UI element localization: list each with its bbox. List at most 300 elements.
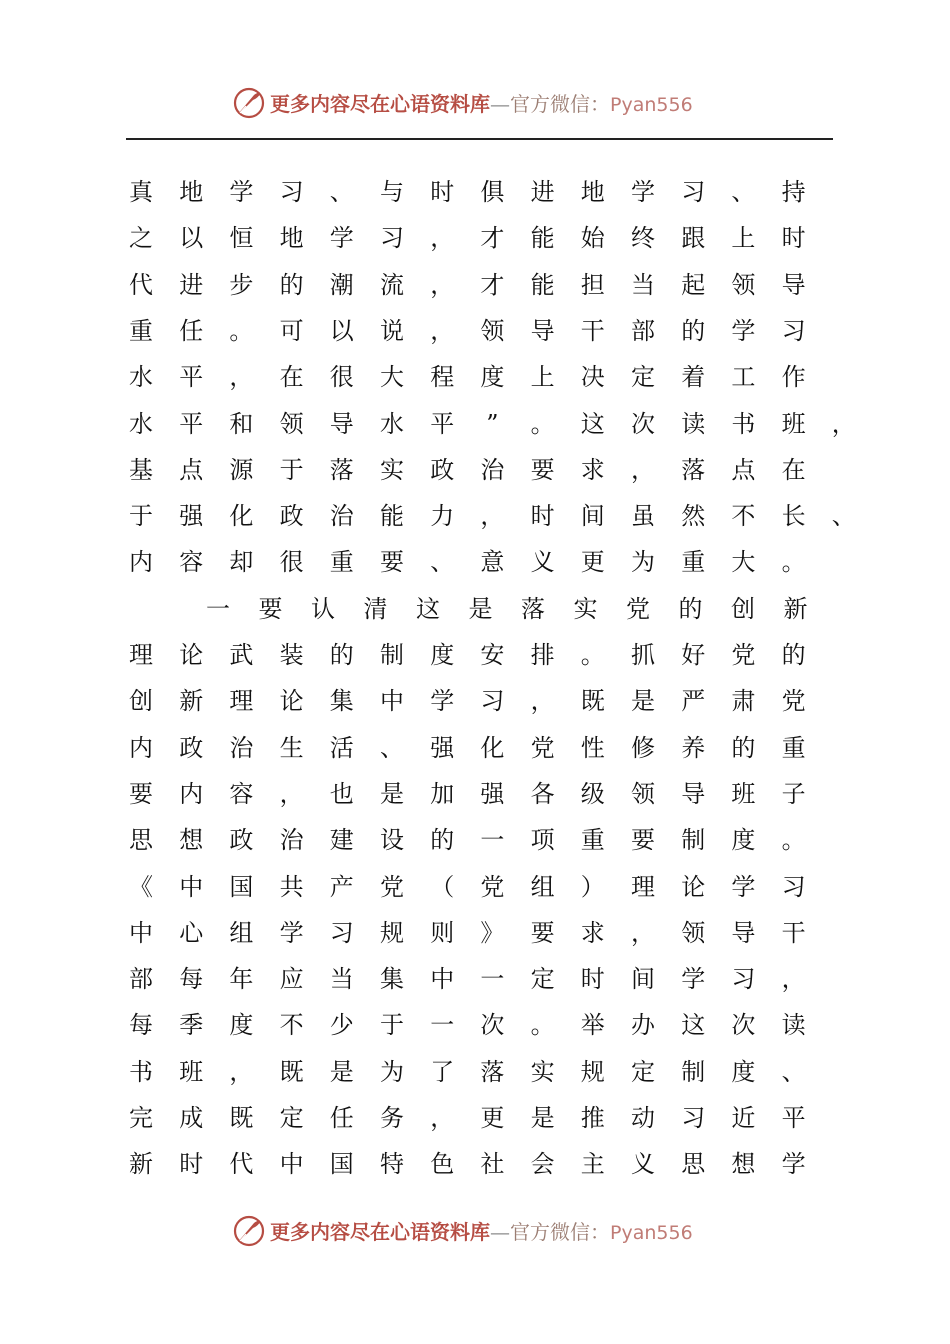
text-char: 的 [430, 826, 455, 855]
text-char: 化 [480, 733, 505, 762]
text-char: 集 [329, 687, 354, 716]
banner-text [270, 92, 693, 117]
text-char: 的 [731, 733, 756, 762]
text-char: 。 [229, 316, 254, 345]
text-char: 少 [329, 1011, 354, 1040]
text-char: 季 [179, 1011, 204, 1040]
text-char: 举 [580, 1011, 605, 1040]
text-char: 领 [681, 918, 706, 947]
text-char: 次 [480, 1011, 505, 1040]
text-char: 实 [530, 1057, 555, 1086]
text-char: 推 [580, 1104, 605, 1132]
text-char: 导 [530, 316, 555, 345]
text-char: 好 [681, 641, 706, 669]
text-char: 既 [279, 1057, 304, 1086]
text-char: 治 [480, 455, 505, 484]
text-char: 落 [521, 594, 545, 623]
text-char: 上 [530, 363, 555, 392]
text-char: ， [229, 363, 254, 392]
text-line [0, 733, 950, 763]
text-char: 是 [380, 779, 404, 808]
text-char: 治 [229, 733, 254, 762]
text-char: 中 [129, 918, 153, 947]
text-char: 和 [229, 409, 254, 438]
text-char: 次 [731, 1011, 756, 1040]
text-char: （ [430, 872, 455, 901]
text-char: 义 [530, 548, 555, 577]
text-char: 次 [631, 409, 655, 438]
text-char: 制 [380, 641, 404, 669]
text-char: 可 [279, 316, 304, 345]
text-char: 要 [258, 594, 283, 623]
text-char: 既 [229, 1104, 254, 1132]
text-char: 重 [329, 548, 354, 577]
text-char: 组 [229, 918, 254, 947]
text-char: 学 [329, 224, 354, 253]
text-char: 定 [530, 965, 555, 994]
text-line [0, 547, 950, 577]
text-char: 创 [129, 687, 153, 716]
text-char: 习 [731, 965, 756, 994]
text-char: 地 [279, 224, 304, 253]
text-char: 集 [380, 965, 404, 994]
text-char: 、 [329, 178, 354, 206]
text-char: 习 [480, 687, 505, 716]
separator-dash: — [490, 92, 510, 116]
text-char: 平 [179, 409, 204, 438]
text-char: 活 [329, 733, 354, 762]
text-char: 领 [279, 409, 304, 438]
text-char: 学 [731, 316, 756, 345]
text-char: 很 [329, 363, 354, 392]
text-char: 论 [279, 687, 304, 716]
text-line [0, 501, 950, 531]
quill-pen-icon [232, 1214, 266, 1248]
text-char: 任 [329, 1104, 354, 1132]
text-char: 工 [731, 363, 756, 392]
text-line [0, 1057, 950, 1087]
text-line [0, 362, 950, 392]
text-char: 长 [781, 502, 806, 531]
quill-pen-icon [232, 86, 266, 120]
text-char: 的 [681, 316, 706, 345]
text-char: 组 [530, 872, 555, 901]
text-char: 性 [580, 733, 605, 762]
text-char: 学 [781, 1150, 806, 1179]
text-char: 创 [731, 594, 755, 623]
text-char: 一 [206, 594, 230, 623]
text-char: 力 [430, 502, 455, 531]
text-char: 导 [781, 270, 806, 299]
text-char: 子 [781, 779, 806, 808]
text-line [0, 918, 950, 948]
text-char: 义 [631, 1150, 655, 1179]
text-char: 俱 [480, 178, 505, 206]
text-char: 理 [631, 872, 655, 901]
text-char: 了 [430, 1057, 455, 1086]
text-char: 思 [129, 826, 153, 855]
text-char: 年 [229, 965, 254, 994]
text-char: 要 [530, 918, 555, 947]
text-char: 特 [380, 1150, 404, 1179]
text-char: 习 [681, 1104, 706, 1132]
text-char: 落 [480, 1057, 505, 1086]
text-char: 书 [129, 1057, 153, 1086]
text-char: ， [430, 316, 455, 345]
text-char: 容 [229, 779, 254, 808]
text-char: 习 [329, 918, 354, 947]
text-char: 、 [430, 548, 455, 577]
text-char: 落 [329, 455, 354, 484]
text-char: 决 [580, 363, 605, 392]
text-char: ， [631, 918, 655, 947]
text-char: 以 [179, 224, 204, 253]
text-char: 认 [311, 594, 335, 623]
text-line [0, 1103, 950, 1133]
text-char: 内 [179, 779, 204, 808]
text-char: 加 [430, 779, 455, 808]
text-char: 的 [329, 641, 354, 669]
text-char: 项 [530, 826, 555, 855]
text-char: 大 [380, 363, 404, 392]
text-char: 真 [129, 178, 153, 206]
text-char: 容 [179, 548, 204, 577]
text-char: 装 [279, 641, 304, 669]
text-char: 建 [329, 826, 354, 855]
text-char: 读 [681, 409, 706, 438]
text-char: ， [430, 270, 455, 299]
text-char: 地 [580, 178, 605, 206]
text-char: 的 [678, 594, 703, 623]
text-char: 化 [229, 502, 254, 531]
text-char: 理 [229, 687, 254, 716]
text-char: 这 [580, 409, 605, 438]
text-char: 能 [530, 224, 555, 253]
text-char: 各 [530, 779, 555, 808]
text-char: 主 [580, 1150, 605, 1179]
text-char: 强 [430, 733, 455, 762]
wechat-label: 官方微信： [510, 92, 610, 116]
text-char: 点 [731, 455, 756, 484]
text-char: 一 [480, 826, 505, 855]
text-char: 不 [731, 502, 756, 531]
text-char: 政 [279, 502, 304, 531]
text-char: 抓 [631, 641, 655, 669]
text-line [0, 594, 950, 624]
text-char: 学 [229, 178, 254, 206]
text-char: 班 [731, 779, 756, 808]
text-char: 导 [329, 409, 354, 438]
text-line [0, 177, 950, 207]
text-char: ” [486, 409, 499, 438]
text-char: 重 [580, 826, 605, 855]
text-char: 养 [681, 733, 706, 762]
text-char: 度 [480, 363, 505, 392]
text-char: 的 [279, 270, 304, 299]
text-char: 在 [279, 363, 304, 392]
text-char: 很 [279, 548, 304, 577]
text-char: 新 [783, 594, 808, 623]
text-char: ， [831, 409, 856, 438]
text-char: 《 [129, 872, 153, 901]
text-char: 完 [129, 1104, 153, 1132]
text-char: 论 [681, 872, 706, 901]
text-char: 一 [480, 965, 505, 994]
text-char: 习 [279, 178, 304, 206]
text-char: 的 [781, 641, 806, 669]
text-char: 习 [781, 872, 806, 901]
text-char: 。 [530, 409, 555, 438]
text-char: 产 [329, 872, 354, 901]
text-char: 也 [329, 779, 354, 808]
text-char: 书 [731, 409, 756, 438]
text-char: 上 [731, 224, 756, 253]
text-char: 领 [731, 270, 756, 299]
text-char: 时 [179, 1150, 204, 1179]
text-char: 代 [229, 1150, 254, 1179]
text-char: 治 [279, 826, 304, 855]
text-char: 于 [279, 455, 304, 484]
text-char: 虽 [631, 502, 655, 531]
text-char: 一 [430, 1011, 455, 1040]
text-char: 学 [430, 687, 455, 716]
text-char: 生 [279, 733, 304, 762]
text-char: 要 [631, 826, 655, 855]
text-char: 每 [179, 965, 204, 994]
text-char: 。 [530, 1011, 555, 1040]
text-char: 中 [279, 1150, 304, 1179]
text-char: 更 [580, 548, 605, 577]
text-char: 大 [731, 548, 756, 577]
text-char: 中 [430, 965, 455, 994]
text-char: 这 [681, 1011, 706, 1040]
text-char: 办 [631, 1011, 655, 1040]
text-char: 动 [631, 1104, 655, 1132]
text-char: 说 [380, 316, 404, 345]
text-char: 想 [179, 826, 204, 855]
text-char: 能 [530, 270, 555, 299]
text-char: 然 [681, 502, 706, 531]
text-char: 当 [631, 270, 655, 299]
text-char: 间 [580, 502, 605, 531]
text-char: 于 [129, 502, 153, 531]
text-line [0, 872, 950, 902]
text-line [0, 223, 950, 253]
text-char: 之 [129, 224, 153, 253]
text-char: 导 [731, 918, 756, 947]
text-char: 。 [781, 826, 806, 855]
text-char: 定 [631, 1057, 655, 1086]
text-char: 》 [480, 918, 505, 947]
text-char: 严 [681, 687, 706, 716]
text-char: 领 [631, 779, 655, 808]
separator-dash: — [490, 1220, 510, 1244]
text-char: 、 [731, 178, 756, 206]
text-char: 共 [279, 872, 304, 901]
text-char: ， [430, 1104, 455, 1132]
text-char: 班 [179, 1057, 204, 1086]
text-char: 会 [530, 1150, 555, 1179]
text-char: 这 [416, 594, 440, 623]
text-char: 部 [129, 965, 153, 994]
text-char: 肃 [731, 687, 756, 716]
text-char: 是 [530, 1104, 555, 1132]
text-line [0, 964, 950, 994]
text-char: 武 [229, 641, 254, 669]
banner-text [270, 1220, 693, 1245]
text-char: 干 [580, 316, 605, 345]
text-char: 实 [380, 455, 404, 484]
text-char: 国 [229, 872, 254, 901]
text-char: 安 [480, 641, 505, 669]
text-char: ， [229, 1057, 254, 1086]
text-line [0, 779, 950, 809]
text-char: 实 [573, 594, 598, 623]
text-char: 、 [380, 733, 404, 762]
brand-text: 更多内容尽在心语资料库 [270, 92, 490, 116]
text-char: 才 [480, 224, 505, 253]
text-char: 党 [380, 872, 404, 901]
text-char: 才 [480, 270, 505, 299]
text-char: 度 [229, 1011, 254, 1040]
text-char: 水 [380, 409, 404, 438]
text-line [0, 316, 950, 346]
text-char: 务 [380, 1104, 404, 1132]
wechat-label: 官方微信： [510, 1220, 610, 1244]
text-char: 流 [380, 270, 404, 299]
text-char: 政 [229, 826, 254, 855]
text-char: 论 [179, 641, 204, 669]
text-char: 新 [129, 1150, 153, 1179]
text-char: 。 [580, 641, 605, 669]
text-char: ， [430, 224, 455, 253]
text-char: 当 [329, 965, 354, 994]
text-char: 度 [731, 826, 756, 855]
text-char: 定 [631, 363, 655, 392]
text-char: 代 [129, 270, 153, 299]
text-char: 平 [781, 1104, 806, 1132]
text-line [0, 1149, 950, 1179]
text-char: 能 [380, 502, 404, 531]
text-char: 任 [179, 316, 204, 345]
text-char: 干 [781, 918, 806, 947]
text-char: 理 [129, 641, 153, 669]
text-char: 求 [580, 455, 605, 484]
text-char: 重 [129, 316, 153, 345]
text-char: 度 [430, 641, 455, 669]
text-char: 为 [631, 548, 655, 577]
text-char: 是 [631, 687, 655, 716]
text-char: 级 [580, 779, 605, 808]
text-char: 时 [580, 965, 605, 994]
text-char: 学 [279, 918, 304, 947]
text-char: 定 [279, 1104, 304, 1132]
text-char: ， [530, 687, 555, 716]
text-char: 内 [129, 733, 153, 762]
text-char: ） [580, 872, 605, 901]
text-char: 不 [279, 1011, 304, 1040]
text-char: 清 [363, 594, 388, 623]
text-line [0, 409, 950, 439]
text-line [0, 1010, 950, 1040]
text-char: 潮 [329, 270, 354, 299]
text-char: 重 [681, 548, 706, 577]
text-char: 。 [781, 548, 806, 577]
text-char: 始 [580, 224, 605, 253]
text-char: 、 [781, 1057, 806, 1086]
text-char: 却 [229, 548, 254, 577]
text-char: 习 [781, 316, 806, 345]
text-line [0, 455, 950, 485]
text-char: 应 [279, 965, 304, 994]
text-char: 修 [631, 733, 655, 762]
text-char: 是 [468, 594, 493, 623]
text-char: 时 [430, 178, 455, 206]
text-char: 跟 [681, 224, 706, 253]
text-char: 国 [329, 1150, 354, 1179]
text-char: 领 [480, 316, 505, 345]
text-char: 政 [430, 455, 455, 484]
text-char: 在 [781, 455, 806, 484]
text-char: 既 [580, 687, 605, 716]
text-char: 点 [179, 455, 204, 484]
text-char: 要 [129, 779, 153, 808]
text-char: 党 [530, 733, 555, 762]
text-char: ， [279, 779, 304, 808]
text-char: 重 [781, 733, 806, 762]
text-char: 成 [179, 1104, 204, 1132]
text-line [0, 686, 950, 716]
text-char: 中 [179, 872, 204, 901]
text-char: 、 [831, 502, 856, 531]
text-char: 设 [380, 826, 404, 855]
text-char: 读 [781, 1011, 806, 1040]
footer-banner [0, 1212, 950, 1252]
text-char: 学 [681, 965, 706, 994]
text-char: 近 [731, 1104, 756, 1132]
text-char: 与 [380, 178, 404, 206]
text-line [0, 640, 950, 670]
text-char: 地 [179, 178, 204, 206]
text-char: 规 [380, 918, 404, 947]
text-char: 习 [380, 224, 404, 253]
text-char: 平 [179, 363, 204, 392]
text-char: 水 [129, 409, 153, 438]
text-char: 程 [430, 363, 455, 392]
text-char: 治 [329, 502, 354, 531]
text-char: 平 [430, 409, 455, 438]
text-char: 进 [530, 178, 555, 206]
text-char: 制 [681, 1057, 706, 1086]
wechat-id: Pyan556 [610, 1222, 693, 1244]
text-char: 要 [380, 548, 404, 577]
text-char: 意 [480, 548, 505, 577]
text-char: 要 [530, 455, 555, 484]
text-char: 终 [631, 224, 655, 253]
text-char: 以 [329, 316, 354, 345]
text-char: 党 [626, 594, 650, 623]
text-char: 社 [480, 1150, 505, 1179]
text-char: 排 [530, 641, 555, 669]
text-char: 恒 [229, 224, 254, 253]
text-char: 持 [781, 178, 806, 206]
text-char: 学 [631, 178, 655, 206]
text-char: 强 [480, 779, 505, 808]
text-char: 中 [380, 687, 404, 716]
text-char: 思 [681, 1150, 706, 1179]
text-char: 作 [781, 363, 806, 392]
text-char: 为 [380, 1057, 404, 1086]
